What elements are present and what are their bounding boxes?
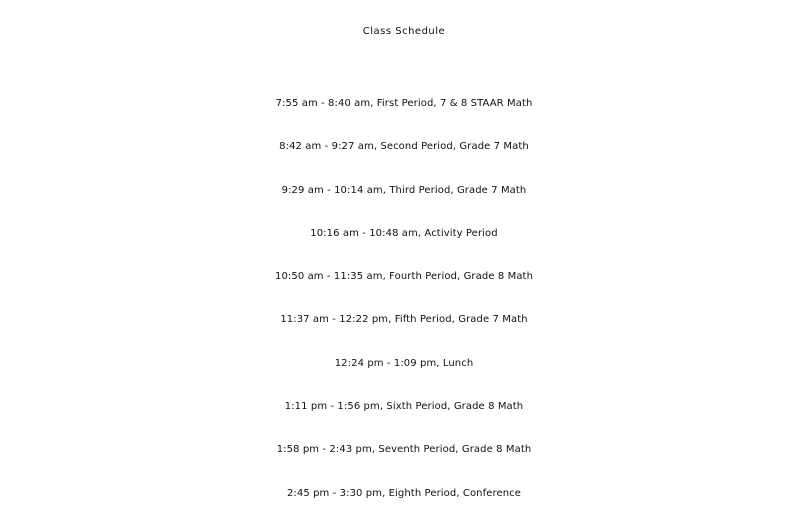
schedule-item: 7:55 am - 8:40 am, First Period, 7 & 8 STAAR Math [275, 98, 533, 109]
page-title: Class Schedule [362, 26, 446, 37]
schedule-item: 2:45 pm - 3:30 pm, Eighth Period, Conference [286, 487, 522, 499]
schedule-item: 9:29 am - 10:14 am, Third Period, Grade 7 Math [281, 184, 527, 196]
schedule-item: 11:37 am - 12:22 pm, Fifth Period, Grade 7 Math [280, 314, 528, 326]
schedule-item: 1:11 pm - 1:56 pm, Sixth Period, Grade 8 Math [284, 401, 524, 413]
schedule-item: 8:42 am - 9:27 am, Second Period, Grade 7 Math [279, 141, 529, 153]
schedule-item: 12:24 pm - 1:09 pm, Lunch [334, 357, 474, 369]
schedule-item: 10:50 am - 11:35 am, Fourth Period, Grade 8 Math [274, 271, 534, 283]
schedule-item: 10:16 am - 10:48 am, Activity Period [310, 227, 498, 239]
schedule-list [0, 82, 808, 515]
schedule-item: 1:58 pm - 2:43 pm, Seventh Period, Grade 8 Math [276, 444, 532, 456]
